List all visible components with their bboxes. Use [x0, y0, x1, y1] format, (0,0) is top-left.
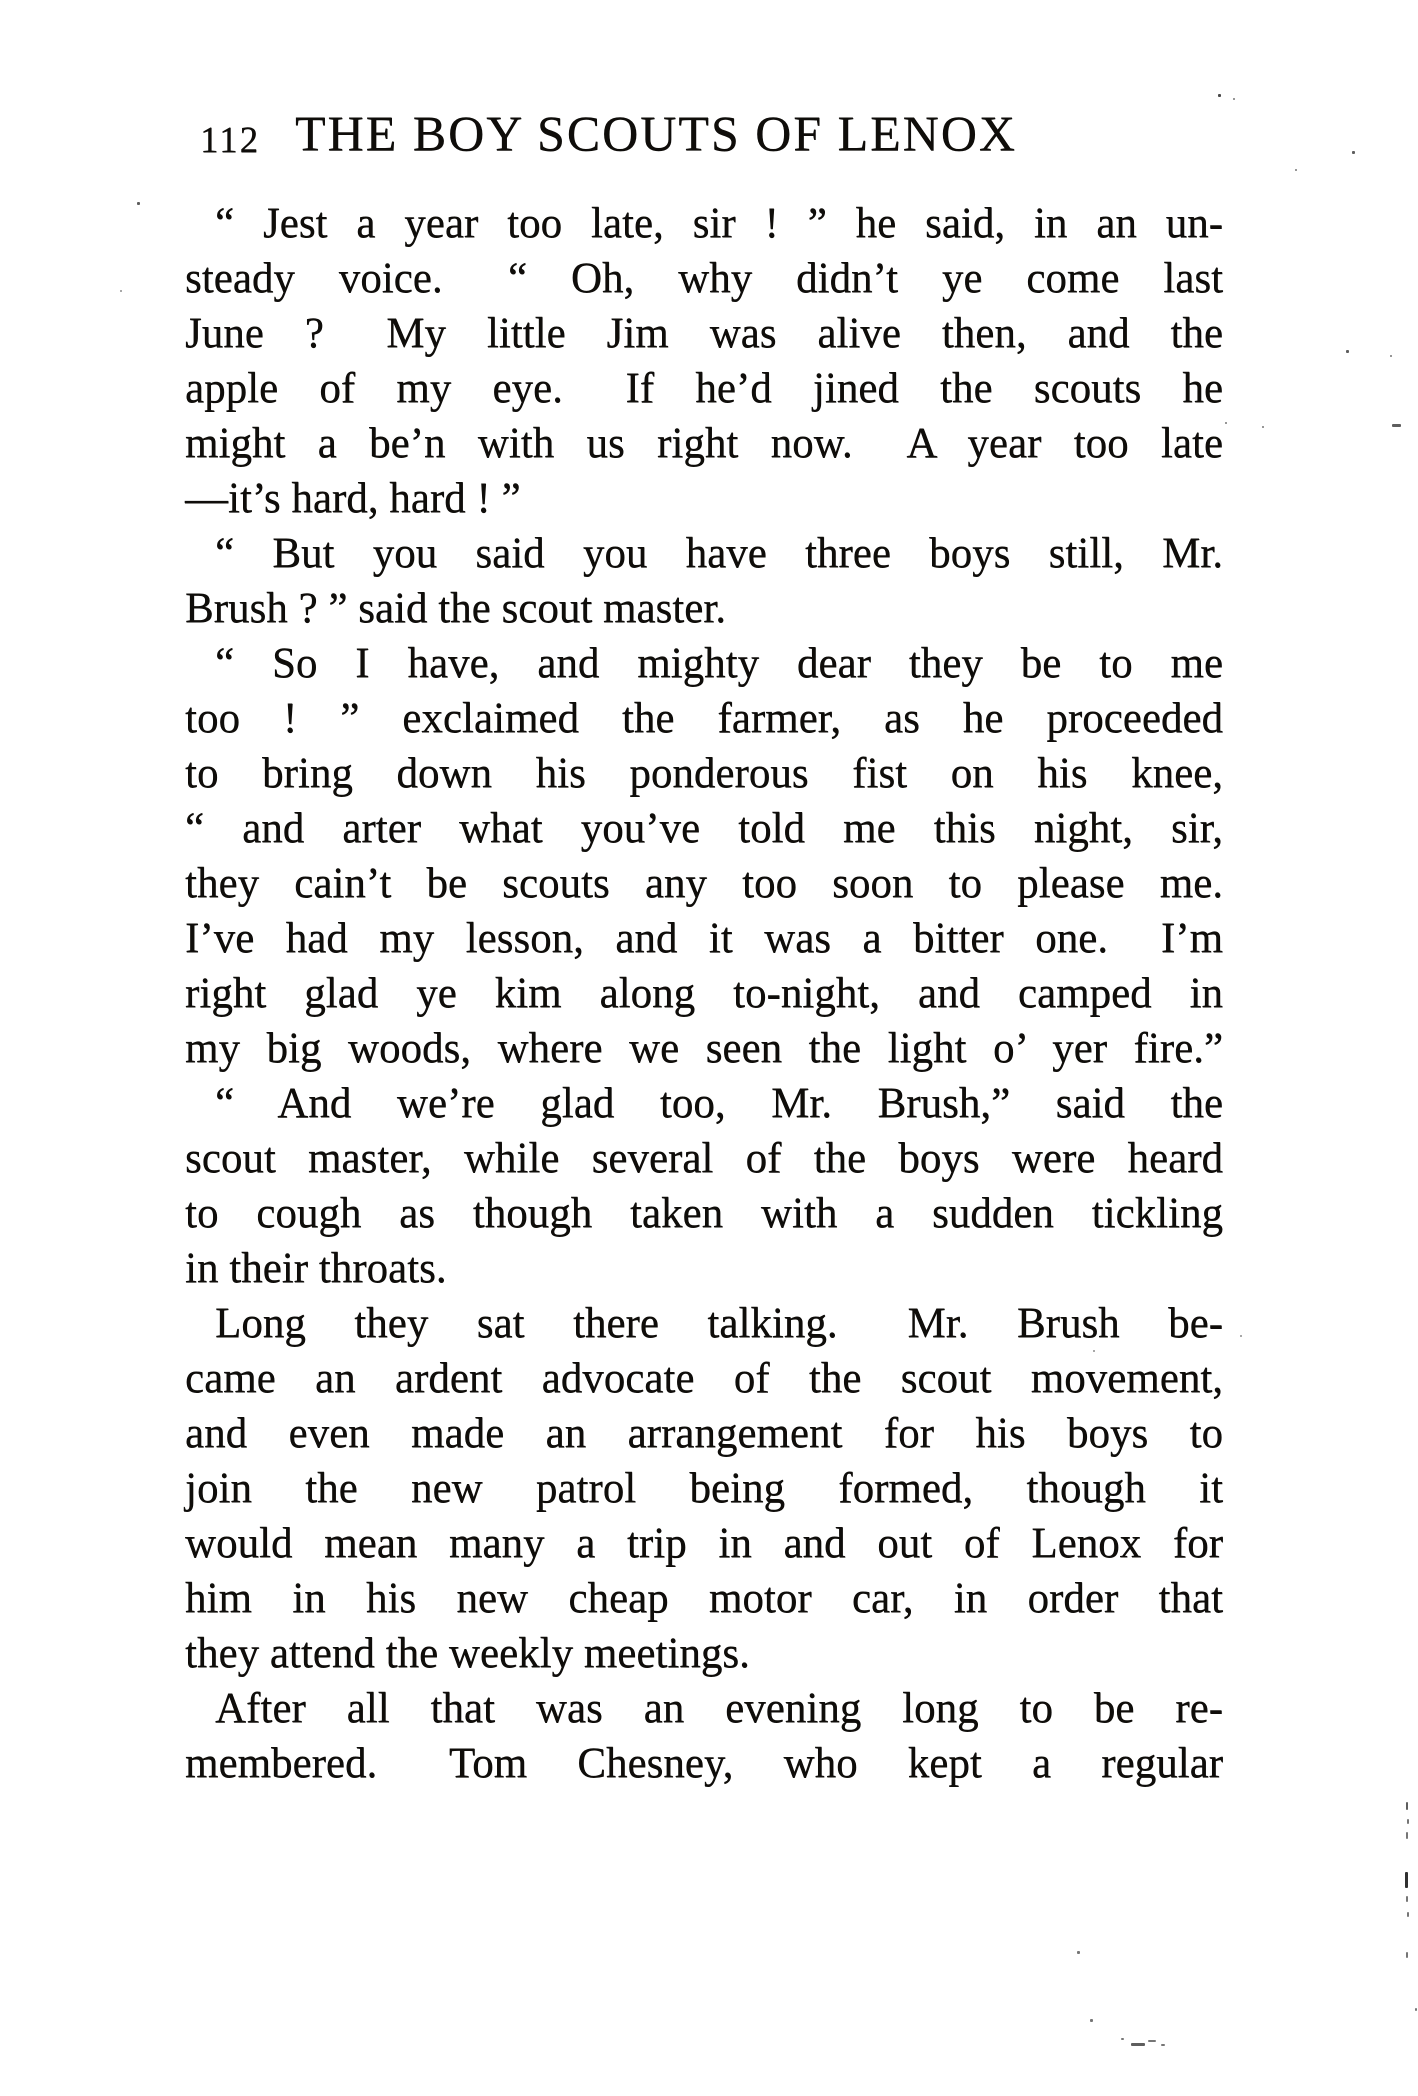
text-line: him in his new cheap motor car, in order that — [185, 1575, 1223, 1622]
text-line: they cain’t be scouts any too soon to please me. — [185, 860, 1223, 907]
page-body-text — [185, 196, 1223, 1791]
text-line: “ But you said you have three boys still, Mr. — [215, 530, 1223, 577]
text-line: my big woods, where we seen the light o’ yer fire.” — [185, 1025, 1223, 1072]
scan-speck — [1090, 2019, 1093, 2022]
text-line: I’ve had my lesson, and it was a bitter one. I’m — [185, 915, 1223, 962]
scan-speck — [1407, 1819, 1409, 1824]
scan-speck — [1077, 1951, 1080, 1954]
text-line: came an ardent advocate of the scout movement, — [185, 1355, 1223, 1402]
page-number: 112 — [200, 120, 261, 161]
scan-speck — [1148, 2040, 1156, 2042]
text-line: “ So I have, and mighty dear they be to me — [215, 640, 1223, 687]
scan-speck — [1093, 1350, 1095, 1352]
text-line: After all that was an evening long to be re- — [215, 1685, 1223, 1732]
paragraph — [185, 636, 1223, 1076]
text-line: right glad ye kim along to-night, and camped in — [185, 970, 1223, 1017]
text-line: “ And we’re glad too, Mr. Brush,” said the — [215, 1080, 1223, 1127]
text-line: June ? My little Jim was alive then, and the — [185, 310, 1223, 357]
scan-speck — [1346, 350, 1349, 353]
text-line: membered. Tom Chesney, who kept a regular — [185, 1740, 1223, 1787]
scan-speck — [1407, 1912, 1409, 1917]
scan-speck — [1405, 1872, 1408, 1888]
running-title: THE BOY SCOUTS OF LENOX — [295, 105, 1017, 161]
scan-speck — [1240, 1335, 1242, 1337]
scan-speck — [1406, 1802, 1408, 1810]
text-line: they attend the weekly meetings. — [185, 1630, 750, 1677]
scan-speck — [1352, 151, 1355, 154]
text-line: might a be’n with us right now. A year too late — [185, 420, 1223, 467]
text-line: —it’s hard, hard ! ” — [185, 475, 521, 522]
text-line: would mean many a trip in and out of Lenox for — [185, 1520, 1223, 1567]
scan-speck — [1392, 424, 1401, 427]
scan-speck — [1131, 2043, 1145, 2046]
scan-speck — [1295, 169, 1297, 171]
text-line: to bring down his ponderous fist on his knee, — [185, 750, 1223, 797]
scan-speck — [1225, 422, 1227, 424]
text-line: too ! ” exclaimed the farmer, as he proceeded — [185, 695, 1223, 742]
scan-speck — [1406, 1896, 1408, 1902]
scan-speck — [1262, 426, 1264, 428]
paragraph — [185, 1076, 1223, 1296]
text-line: steady voice. “ Oh, why didn’t ye come last — [185, 255, 1223, 302]
text-line: in their throats. — [185, 1245, 447, 1292]
paragraph — [185, 1296, 1223, 1681]
scan-speck — [120, 290, 122, 292]
paragraph — [185, 526, 1223, 636]
text-line: and even made an arrangement for his boys to — [185, 1410, 1223, 1457]
scan-speck — [1390, 355, 1392, 357]
scan-speck — [1406, 1952, 1408, 1958]
text-line: Long they sat there talking. Mr. Brush be- — [215, 1300, 1223, 1347]
scan-speck — [1121, 2038, 1124, 2040]
paragraph — [185, 196, 1223, 526]
scan-speck — [1233, 98, 1235, 100]
scan-speck — [1218, 94, 1221, 97]
paragraph — [185, 1681, 1223, 1791]
text-line: Brush ? ” said the scout master. — [185, 585, 726, 632]
scan-speck — [1415, 2008, 1417, 2011]
text-line: apple of my eye. If he’d jined the scouts he — [185, 365, 1223, 412]
text-line: “ and arter what you’ve told me this night, sir, — [185, 805, 1223, 852]
text-line: to cough as though taken with a sudden tickling — [185, 1190, 1223, 1237]
scan-speck — [1161, 2044, 1165, 2046]
scan-speck — [137, 202, 140, 205]
scan-speck — [1406, 1832, 1408, 1839]
text-line: join the new patrol being formed, though it — [185, 1465, 1223, 1512]
text-line: scout master, while several of the boys were heard — [185, 1135, 1223, 1182]
text-line: “ Jest a year too late, sir ! ” he said, in an un- — [215, 200, 1223, 247]
